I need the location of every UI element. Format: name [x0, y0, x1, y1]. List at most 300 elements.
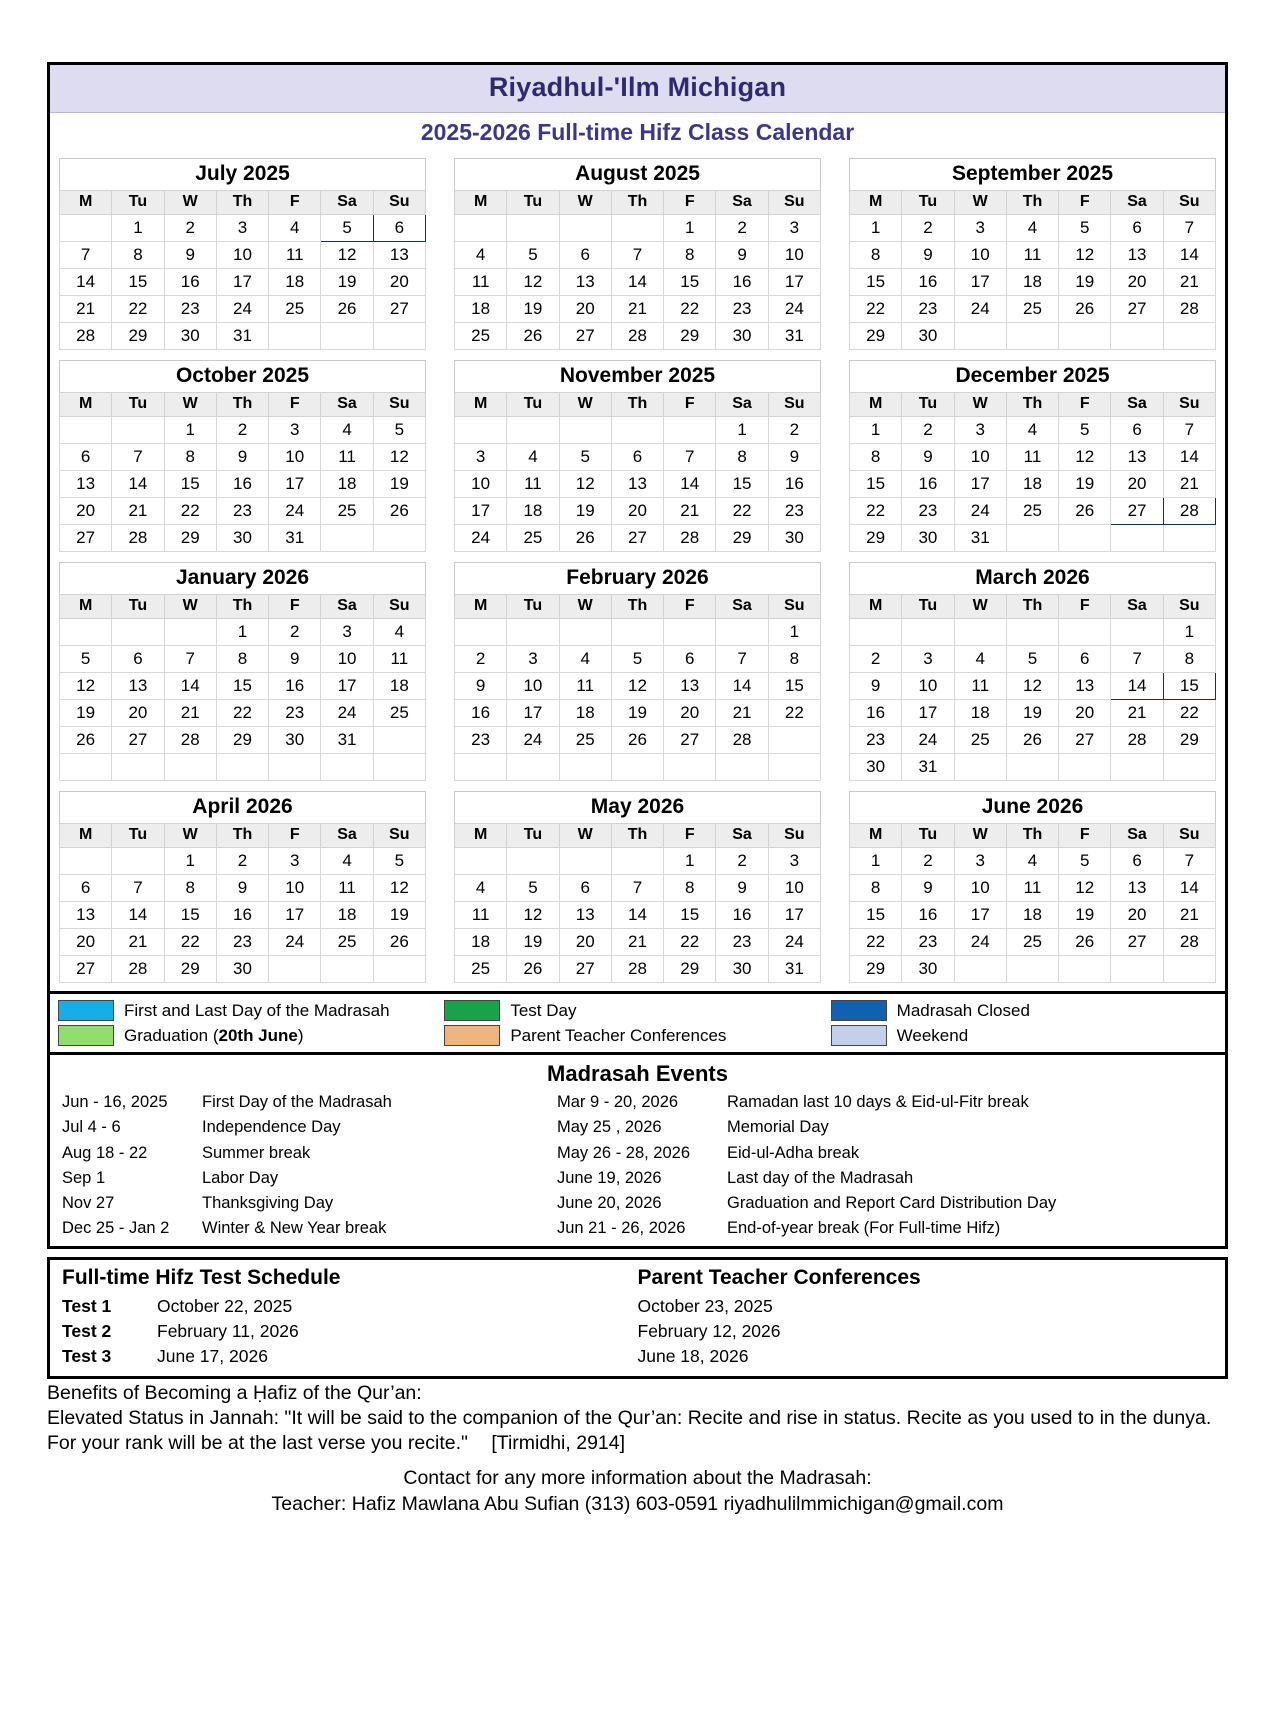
day-cell[interactable]: 15: [850, 471, 902, 498]
day-cell[interactable]: 27: [559, 323, 611, 350]
day-cell[interactable]: 17: [954, 471, 1006, 498]
day-cell[interactable]: 11: [1006, 242, 1058, 269]
day-cell[interactable]: 15: [164, 902, 216, 929]
day-cell[interactable]: 18: [1006, 902, 1058, 929]
day-cell[interactable]: 26: [1059, 929, 1111, 956]
day-cell[interactable]: 22: [850, 296, 902, 323]
day-cell[interactable]: 20: [373, 269, 425, 296]
day-cell[interactable]: 25: [507, 525, 559, 552]
day-cell[interactable]: 28: [716, 727, 768, 754]
day-cell[interactable]: 4: [269, 215, 321, 242]
day-cell[interactable]: 21: [112, 498, 164, 525]
day-cell[interactable]: 5: [1006, 646, 1058, 673]
day-cell[interactable]: 11: [373, 646, 425, 673]
day-cell[interactable]: 1: [768, 619, 820, 646]
day-cell[interactable]: 4: [321, 417, 373, 444]
day-cell[interactable]: 25: [321, 929, 373, 956]
day-cell[interactable]: 10: [507, 673, 559, 700]
day-cell[interactable]: 12: [559, 471, 611, 498]
day-cell[interactable]: 26: [507, 323, 559, 350]
day-cell[interactable]: 5: [507, 875, 559, 902]
day-cell[interactable]: 20: [664, 700, 716, 727]
day-cell[interactable]: 27: [1111, 296, 1163, 323]
day-cell[interactable]: 20: [1111, 471, 1163, 498]
day-cell[interactable]: 24: [269, 498, 321, 525]
day-cell[interactable]: 29: [1163, 727, 1215, 754]
day-cell[interactable]: 9: [902, 444, 954, 471]
day-cell[interactable]: 15: [850, 902, 902, 929]
day-cell[interactable]: 13: [559, 269, 611, 296]
day-cell[interactable]: 13: [559, 902, 611, 929]
day-cell[interactable]: 8: [164, 444, 216, 471]
day-cell[interactable]: 22: [216, 700, 268, 727]
day-cell[interactable]: 6: [611, 444, 663, 471]
day-cell[interactable]: 3: [321, 619, 373, 646]
day-cell[interactable]: 13: [373, 242, 425, 269]
day-cell[interactable]: 23: [768, 498, 820, 525]
day-cell[interactable]: 7: [164, 646, 216, 673]
day-cell[interactable]: 16: [902, 902, 954, 929]
day-cell[interactable]: 23: [902, 929, 954, 956]
day-cell[interactable]: 6: [559, 875, 611, 902]
day-cell[interactable]: 17: [321, 673, 373, 700]
day-cell[interactable]: 29: [164, 525, 216, 552]
day-cell[interactable]: 27: [611, 525, 663, 552]
day-cell[interactable]: 2: [850, 646, 902, 673]
day-cell[interactable]: 7: [611, 242, 663, 269]
day-cell[interactable]: 28: [60, 323, 112, 350]
day-cell[interactable]: 21: [112, 929, 164, 956]
day-cell[interactable]: 26: [1006, 727, 1058, 754]
day-cell[interactable]: 18: [507, 498, 559, 525]
day-cell[interactable]: 2: [716, 848, 768, 875]
day-cell[interactable]: 28: [1111, 727, 1163, 754]
day-cell[interactable]: 13: [1059, 673, 1111, 700]
day-cell[interactable]: 5: [60, 646, 112, 673]
day-cell[interactable]: 12: [1059, 444, 1111, 471]
day-cell[interactable]: 27: [373, 296, 425, 323]
day-cell[interactable]: 29: [164, 956, 216, 983]
day-cell[interactable]: 20: [559, 929, 611, 956]
day-cell[interactable]: 7: [716, 646, 768, 673]
day-cell[interactable]: 4: [559, 646, 611, 673]
day-cell[interactable]: 16: [216, 471, 268, 498]
day-cell[interactable]: 14: [112, 471, 164, 498]
day-cell[interactable]: 15: [216, 673, 268, 700]
day-cell[interactable]: 7: [1111, 646, 1163, 673]
day-cell[interactable]: 6: [664, 646, 716, 673]
day-cell[interactable]: 19: [507, 296, 559, 323]
day-cell[interactable]: 8: [112, 242, 164, 269]
day-cell[interactable]: 2: [164, 215, 216, 242]
day-cell[interactable]: 27: [664, 727, 716, 754]
day-cell[interactable]: 6: [60, 875, 112, 902]
day-cell[interactable]: 22: [850, 498, 902, 525]
day-cell[interactable]: 6: [60, 444, 112, 471]
day-cell[interactable]: 29: [664, 956, 716, 983]
day-cell[interactable]: 23: [716, 296, 768, 323]
day-cell[interactable]: 29: [850, 323, 902, 350]
day-cell[interactable]: 3: [954, 215, 1006, 242]
day-cell[interactable]: 13: [60, 902, 112, 929]
day-cell[interactable]: 31: [269, 525, 321, 552]
day-cell[interactable]: 27: [1111, 929, 1163, 956]
day-cell[interactable]: 8: [164, 875, 216, 902]
day-cell[interactable]: 3: [507, 646, 559, 673]
day-cell[interactable]: 1: [850, 215, 902, 242]
day-cell[interactable]: 2: [768, 417, 820, 444]
day-cell[interactable]: 23: [269, 700, 321, 727]
day-cell[interactable]: 5: [373, 848, 425, 875]
day-cell[interactable]: 26: [1059, 296, 1111, 323]
day-cell[interactable]: 26: [373, 929, 425, 956]
day-cell[interactable]: 19: [60, 700, 112, 727]
day-cell[interactable]: 2: [902, 848, 954, 875]
day-cell[interactable]: 20: [1111, 269, 1163, 296]
day-cell[interactable]: 15: [664, 269, 716, 296]
day-cell[interactable]: 17: [455, 498, 507, 525]
day-cell[interactable]: 1: [216, 619, 268, 646]
day-cell[interactable]: 3: [269, 848, 321, 875]
day-cell[interactable]: 11: [507, 471, 559, 498]
day-cell[interactable]: 26: [507, 956, 559, 983]
day-cell[interactable]: 28: [112, 525, 164, 552]
day-cell[interactable]: 2: [455, 646, 507, 673]
day-cell[interactable]: 7: [112, 444, 164, 471]
day-cell[interactable]: 30: [902, 525, 954, 552]
day-cell[interactable]: 21: [1111, 700, 1163, 727]
day-cell[interactable]: 23: [902, 498, 954, 525]
day-cell[interactable]: 11: [269, 242, 321, 269]
day-cell[interactable]: 4: [1006, 417, 1058, 444]
day-cell[interactable]: 17: [507, 700, 559, 727]
day-cell[interactable]: 3: [269, 417, 321, 444]
day-cell[interactable]: 7: [1163, 417, 1215, 444]
day-cell[interactable]: 30: [216, 956, 268, 983]
day-cell[interactable]: 11: [455, 269, 507, 296]
day-cell[interactable]: 15: [664, 902, 716, 929]
day-cell[interactable]: 31: [902, 754, 954, 781]
day-cell[interactable]: 19: [321, 269, 373, 296]
day-cell[interactable]: 8: [1163, 646, 1215, 673]
day-cell[interactable]: 27: [60, 956, 112, 983]
day-cell[interactable]: 11: [1006, 444, 1058, 471]
day-cell[interactable]: 23: [216, 498, 268, 525]
day-cell[interactable]: 28: [664, 525, 716, 552]
day-cell[interactable]: 26: [559, 525, 611, 552]
day-cell[interactable]: 15: [850, 269, 902, 296]
day-cell[interactable]: 21: [611, 929, 663, 956]
day-cell[interactable]: 12: [507, 902, 559, 929]
day-cell[interactable]: 6: [1111, 417, 1163, 444]
day-cell[interactable]: 30: [768, 525, 820, 552]
day-cell[interactable]: 19: [611, 700, 663, 727]
day-cell[interactable]: 6: [373, 215, 425, 242]
day-cell[interactable]: 29: [664, 323, 716, 350]
day-cell[interactable]: 21: [716, 700, 768, 727]
day-cell[interactable]: 9: [768, 444, 820, 471]
day-cell[interactable]: 25: [1006, 498, 1058, 525]
day-cell[interactable]: 4: [455, 875, 507, 902]
day-cell[interactable]: 1: [164, 848, 216, 875]
day-cell[interactable]: 12: [1059, 242, 1111, 269]
day-cell[interactable]: 21: [664, 498, 716, 525]
day-cell[interactable]: 13: [1111, 875, 1163, 902]
day-cell[interactable]: 16: [850, 700, 902, 727]
day-cell[interactable]: 17: [768, 902, 820, 929]
day-cell[interactable]: 31: [768, 323, 820, 350]
day-cell[interactable]: 1: [1163, 619, 1215, 646]
day-cell[interactable]: 12: [507, 269, 559, 296]
day-cell[interactable]: 14: [664, 471, 716, 498]
day-cell[interactable]: 16: [216, 902, 268, 929]
day-cell[interactable]: 23: [216, 929, 268, 956]
day-cell[interactable]: 19: [1006, 700, 1058, 727]
day-cell[interactable]: 11: [559, 673, 611, 700]
day-cell[interactable]: 29: [850, 525, 902, 552]
day-cell[interactable]: 20: [1111, 902, 1163, 929]
day-cell[interactable]: 26: [60, 727, 112, 754]
day-cell[interactable]: 3: [768, 215, 820, 242]
day-cell[interactable]: 2: [216, 417, 268, 444]
day-cell[interactable]: 31: [768, 956, 820, 983]
day-cell[interactable]: 25: [455, 323, 507, 350]
day-cell[interactable]: 28: [611, 956, 663, 983]
day-cell[interactable]: 23: [902, 296, 954, 323]
day-cell[interactable]: 7: [1163, 215, 1215, 242]
day-cell[interactable]: 29: [112, 323, 164, 350]
day-cell[interactable]: 30: [716, 956, 768, 983]
day-cell[interactable]: 5: [373, 417, 425, 444]
day-cell[interactable]: 28: [1163, 498, 1215, 525]
day-cell[interactable]: 18: [559, 700, 611, 727]
day-cell[interactable]: 18: [1006, 471, 1058, 498]
day-cell[interactable]: 1: [850, 848, 902, 875]
day-cell[interactable]: 8: [664, 875, 716, 902]
day-cell[interactable]: 3: [902, 646, 954, 673]
day-cell[interactable]: 24: [768, 929, 820, 956]
day-cell[interactable]: 12: [321, 242, 373, 269]
day-cell[interactable]: 6: [112, 646, 164, 673]
day-cell[interactable]: 21: [611, 296, 663, 323]
day-cell[interactable]: 6: [1111, 215, 1163, 242]
day-cell[interactable]: 28: [611, 323, 663, 350]
day-cell[interactable]: 16: [269, 673, 321, 700]
day-cell[interactable]: 19: [507, 929, 559, 956]
day-cell[interactable]: 5: [1059, 417, 1111, 444]
day-cell[interactable]: 25: [269, 296, 321, 323]
day-cell[interactable]: 4: [455, 242, 507, 269]
day-cell[interactable]: 16: [716, 269, 768, 296]
day-cell[interactable]: 11: [321, 444, 373, 471]
day-cell[interactable]: 19: [559, 498, 611, 525]
day-cell[interactable]: 22: [112, 296, 164, 323]
day-cell[interactable]: 7: [1163, 848, 1215, 875]
day-cell[interactable]: 31: [321, 727, 373, 754]
day-cell[interactable]: 24: [269, 929, 321, 956]
day-cell[interactable]: 26: [611, 727, 663, 754]
day-cell[interactable]: 28: [1163, 296, 1215, 323]
day-cell[interactable]: 9: [455, 673, 507, 700]
day-cell[interactable]: 25: [455, 956, 507, 983]
day-cell[interactable]: 2: [902, 417, 954, 444]
day-cell[interactable]: 15: [1163, 673, 1215, 700]
day-cell[interactable]: 18: [321, 471, 373, 498]
day-cell[interactable]: 23: [164, 296, 216, 323]
day-cell[interactable]: 21: [60, 296, 112, 323]
day-cell[interactable]: 10: [269, 444, 321, 471]
day-cell[interactable]: 4: [1006, 215, 1058, 242]
day-cell[interactable]: 5: [1059, 848, 1111, 875]
day-cell[interactable]: 17: [954, 269, 1006, 296]
day-cell[interactable]: 2: [716, 215, 768, 242]
day-cell[interactable]: 14: [716, 673, 768, 700]
day-cell[interactable]: 14: [1163, 875, 1215, 902]
day-cell[interactable]: 22: [850, 929, 902, 956]
day-cell[interactable]: 9: [716, 242, 768, 269]
day-cell[interactable]: 10: [321, 646, 373, 673]
day-cell[interactable]: 17: [269, 902, 321, 929]
day-cell[interactable]: 9: [902, 242, 954, 269]
day-cell[interactable]: 14: [60, 269, 112, 296]
day-cell[interactable]: 1: [164, 417, 216, 444]
day-cell[interactable]: 6: [1111, 848, 1163, 875]
day-cell[interactable]: 12: [373, 875, 425, 902]
day-cell[interactable]: 3: [455, 444, 507, 471]
day-cell[interactable]: 10: [455, 471, 507, 498]
day-cell[interactable]: 13: [60, 471, 112, 498]
day-cell[interactable]: 1: [716, 417, 768, 444]
day-cell[interactable]: 25: [321, 498, 373, 525]
day-cell[interactable]: 22: [664, 929, 716, 956]
day-cell[interactable]: 8: [850, 444, 902, 471]
day-cell[interactable]: 18: [373, 673, 425, 700]
day-cell[interactable]: 22: [164, 929, 216, 956]
day-cell[interactable]: 9: [216, 875, 268, 902]
day-cell[interactable]: 24: [902, 727, 954, 754]
day-cell[interactable]: 29: [716, 525, 768, 552]
day-cell[interactable]: 18: [269, 269, 321, 296]
day-cell[interactable]: 31: [216, 323, 268, 350]
day-cell[interactable]: 16: [455, 700, 507, 727]
day-cell[interactable]: 18: [321, 902, 373, 929]
day-cell[interactable]: 10: [216, 242, 268, 269]
day-cell[interactable]: 27: [559, 956, 611, 983]
day-cell[interactable]: 17: [216, 269, 268, 296]
day-cell[interactable]: 16: [902, 269, 954, 296]
day-cell[interactable]: 30: [269, 727, 321, 754]
day-cell[interactable]: 24: [321, 700, 373, 727]
day-cell[interactable]: 25: [1006, 929, 1058, 956]
day-cell[interactable]: 10: [954, 242, 1006, 269]
day-cell[interactable]: 7: [60, 242, 112, 269]
day-cell[interactable]: 22: [716, 498, 768, 525]
day-cell[interactable]: 6: [1059, 646, 1111, 673]
day-cell[interactable]: 20: [1059, 700, 1111, 727]
day-cell[interactable]: 18: [455, 929, 507, 956]
day-cell[interactable]: 27: [60, 525, 112, 552]
day-cell[interactable]: 5: [559, 444, 611, 471]
day-cell[interactable]: 18: [455, 296, 507, 323]
day-cell[interactable]: 15: [768, 673, 820, 700]
day-cell[interactable]: 16: [716, 902, 768, 929]
day-cell[interactable]: 30: [716, 323, 768, 350]
day-cell[interactable]: 7: [611, 875, 663, 902]
day-cell[interactable]: 19: [1059, 902, 1111, 929]
day-cell[interactable]: 17: [269, 471, 321, 498]
day-cell[interactable]: 7: [664, 444, 716, 471]
day-cell[interactable]: 21: [1163, 471, 1215, 498]
day-cell[interactable]: 9: [269, 646, 321, 673]
day-cell[interactable]: 12: [611, 673, 663, 700]
day-cell[interactable]: 24: [507, 727, 559, 754]
day-cell[interactable]: 22: [664, 296, 716, 323]
day-cell[interactable]: 14: [611, 269, 663, 296]
day-cell[interactable]: 16: [902, 471, 954, 498]
day-cell[interactable]: 11: [455, 902, 507, 929]
day-cell[interactable]: 22: [768, 700, 820, 727]
day-cell[interactable]: 7: [112, 875, 164, 902]
day-cell[interactable]: 10: [768, 875, 820, 902]
day-cell[interactable]: 8: [850, 242, 902, 269]
day-cell[interactable]: 30: [902, 323, 954, 350]
day-cell[interactable]: 28: [164, 727, 216, 754]
day-cell[interactable]: 1: [664, 215, 716, 242]
day-cell[interactable]: 13: [1111, 242, 1163, 269]
day-cell[interactable]: 5: [611, 646, 663, 673]
day-cell[interactable]: 13: [664, 673, 716, 700]
day-cell[interactable]: 15: [164, 471, 216, 498]
day-cell[interactable]: 20: [611, 498, 663, 525]
day-cell[interactable]: 15: [716, 471, 768, 498]
day-cell[interactable]: 21: [1163, 902, 1215, 929]
day-cell[interactable]: 9: [850, 673, 902, 700]
day-cell[interactable]: 8: [664, 242, 716, 269]
day-cell[interactable]: 24: [954, 498, 1006, 525]
day-cell[interactable]: 22: [1163, 700, 1215, 727]
day-cell[interactable]: 3: [954, 848, 1006, 875]
day-cell[interactable]: 15: [112, 269, 164, 296]
day-cell[interactable]: 10: [954, 875, 1006, 902]
day-cell[interactable]: 4: [954, 646, 1006, 673]
day-cell[interactable]: 14: [164, 673, 216, 700]
day-cell[interactable]: 30: [850, 754, 902, 781]
day-cell[interactable]: 20: [112, 700, 164, 727]
day-cell[interactable]: 22: [164, 498, 216, 525]
day-cell[interactable]: 3: [216, 215, 268, 242]
day-cell[interactable]: 2: [216, 848, 268, 875]
day-cell[interactable]: 21: [164, 700, 216, 727]
day-cell[interactable]: 4: [373, 619, 425, 646]
day-cell[interactable]: 19: [1059, 471, 1111, 498]
day-cell[interactable]: 14: [1163, 444, 1215, 471]
day-cell[interactable]: 29: [216, 727, 268, 754]
day-cell[interactable]: 16: [768, 471, 820, 498]
day-cell[interactable]: 11: [321, 875, 373, 902]
day-cell[interactable]: 10: [269, 875, 321, 902]
day-cell[interactable]: 23: [455, 727, 507, 754]
day-cell[interactable]: 4: [507, 444, 559, 471]
day-cell[interactable]: 9: [164, 242, 216, 269]
day-cell[interactable]: 25: [559, 727, 611, 754]
day-cell[interactable]: 24: [455, 525, 507, 552]
day-cell[interactable]: 1: [850, 417, 902, 444]
day-cell[interactable]: 12: [373, 444, 425, 471]
day-cell[interactable]: 12: [60, 673, 112, 700]
day-cell[interactable]: 26: [321, 296, 373, 323]
day-cell[interactable]: 30: [164, 323, 216, 350]
day-cell[interactable]: 19: [1059, 269, 1111, 296]
